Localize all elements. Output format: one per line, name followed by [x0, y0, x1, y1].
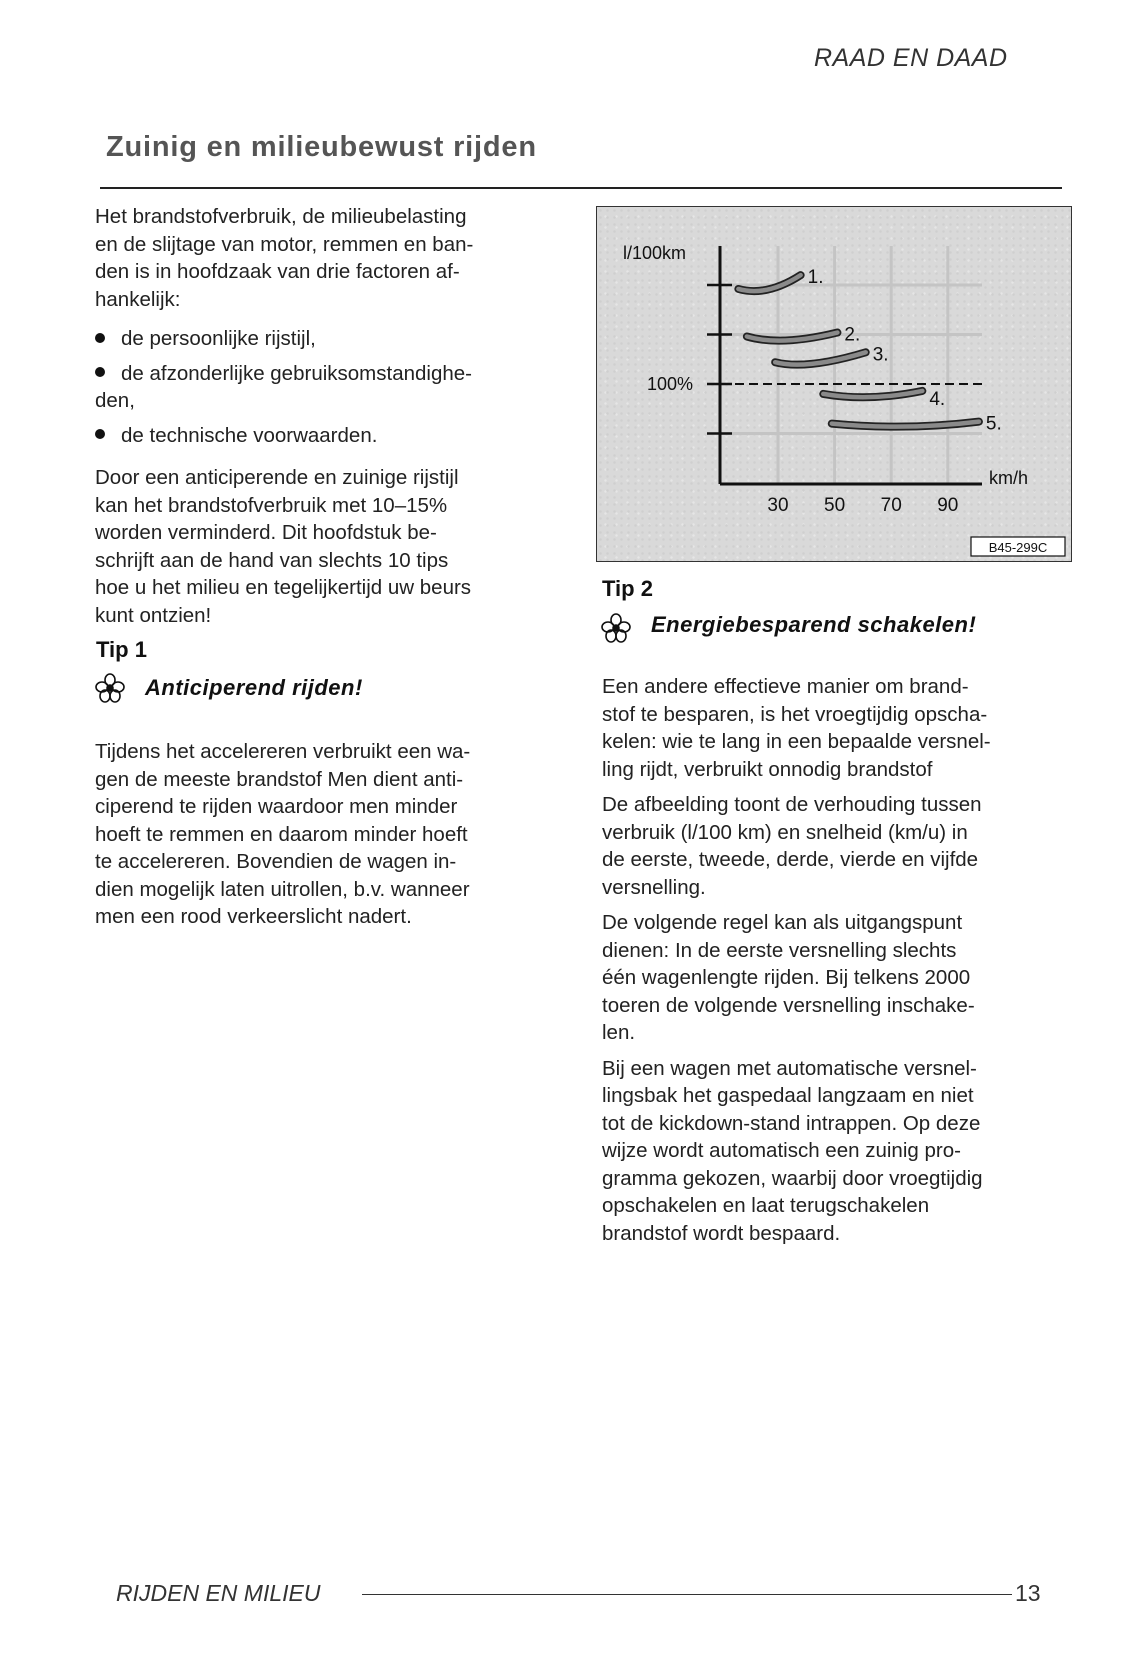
x-tick-label: 90	[937, 495, 959, 516]
gear-label: 2.	[844, 324, 861, 346]
text-line: de technische voorwaarden.	[121, 423, 378, 447]
text-line: één wagenlengte rijden. Bij telkens 2000	[602, 966, 971, 989]
text-line: men een rood verkeerslicht nadert.	[95, 905, 412, 928]
paragraph	[602, 791, 991, 901]
footer-rule	[362, 1594, 1012, 1595]
paragraph	[602, 909, 991, 1047]
text-line: worden verminderd. Dit hoofdstuk be-	[95, 521, 437, 544]
tip-1-text	[95, 738, 470, 931]
x-tick-label: 50	[824, 495, 846, 516]
gear-label: 5.	[985, 413, 1002, 435]
text-line: dienen: In de eerste versnelling slechts	[602, 938, 957, 962]
text-line: kunt ontzien!	[95, 603, 212, 627]
text-line: kan het brandstofverbruik met 10–15%	[95, 493, 448, 517]
text-line: hoeft te remmen en daarom minder hoeft	[95, 822, 468, 846]
x-tick-label: 70	[880, 495, 902, 516]
text-line: de afzonderlijke gebruiksomstandighe-	[121, 361, 472, 385]
y-axis-label: l/100km	[623, 243, 687, 263]
text-line: versnelling.	[602, 875, 706, 899]
text-line: de persoonlijke rijstijl,	[121, 327, 316, 350]
reference-label: 100%	[647, 374, 694, 394]
list-item	[95, 360, 472, 415]
text-line: len.	[602, 1021, 636, 1044]
text-line: brandstof wordt bespaard.	[602, 1221, 841, 1245]
text-line: Bij een wagen met automatische versnel-	[602, 1056, 977, 1080]
text-line: stof te besparen, is het vroegtijdig opscha-	[602, 702, 988, 726]
flower-icon	[601, 612, 631, 649]
text-line: te accelereren. Bovendien de wagen in-	[95, 850, 457, 873]
text-line: schrijft aan de hand van slechts 10 tips	[95, 548, 449, 572]
bullet-icon	[95, 429, 105, 439]
flower-icon	[95, 672, 125, 709]
text-line: de eerste, tweede, derde, vierde en vijfde	[602, 848, 979, 871]
tip-1-label: Tip 1	[96, 637, 147, 662]
text-line: De afbeelding toont de verhouding tussen	[602, 793, 982, 816]
factor-list	[95, 325, 472, 449]
text-line: verbruik (l/100 km) en snelheid (km/u) in	[602, 820, 968, 844]
figure-code: B45-299C	[988, 540, 1048, 555]
tip-2-text	[602, 673, 991, 1247]
savings-paragraph	[95, 464, 471, 629]
gear-label: 1.	[807, 267, 824, 289]
text-line: opschakelen en laat terugschakelen	[602, 1194, 930, 1217]
title-divider	[100, 187, 1062, 189]
footer-section: RIJDEN EN MILIEU	[116, 1580, 321, 1606]
page-title: Zuinig en milieubewust rijden	[106, 131, 537, 163]
text-line: hankelijk:	[95, 287, 181, 311]
tip-1-heading: Anticiperend rijden!	[145, 675, 363, 700]
text-line: gramma gekozen, waarbij door vroegtijdig	[602, 1166, 983, 1190]
chart-svg	[597, 207, 1071, 561]
running-header: RAAD EN DAAD	[814, 44, 1008, 72]
text-line: Het brandstofverbruik, de milieubelasting	[95, 205, 467, 228]
text-line: toeren de volgende versnelling inschake-	[602, 993, 975, 1017]
text-line: tot de kickdown-stand intrappen. Op deze	[602, 1111, 981, 1135]
text-line: en de slijtage van motor, remmen en ban-	[95, 232, 474, 256]
intro-paragraph	[95, 203, 473, 313]
text-line: De volgende regel kan als uitgangspunt	[602, 911, 963, 934]
text-line: wijze wordt automatisch een zuinig pro-	[602, 1139, 961, 1162]
gear-label: 4.	[929, 388, 946, 410]
bullet-icon	[95, 333, 105, 343]
text-line: ciperend te rijden waardoor men minder	[95, 795, 458, 818]
text-line: ling rijdt, verbruikt onnodig brandstof	[602, 757, 933, 781]
text-line: hoe u het milieu en tegelijkertijd uw beurs	[95, 576, 472, 599]
list-item	[95, 325, 472, 353]
page-number: 13	[1015, 1580, 1041, 1606]
text-line: Een andere effectieve manier om brand-	[602, 675, 969, 698]
tip-2-heading: Energiebesparend schakelen!	[651, 612, 977, 637]
tip-2-label: Tip 2	[602, 576, 653, 601]
gear-consumption-chart	[596, 206, 1072, 562]
text-line: den is in hoofdzaak van drie factoren af-	[95, 260, 460, 283]
x-axis-label: km/h	[989, 468, 1029, 488]
text-line: dien mogelijk laten uitrollen, b.v. wanneer	[95, 877, 470, 901]
text-line: Tijdens het accelereren verbruikt een wa-	[95, 740, 471, 763]
paragraph	[602, 1055, 991, 1248]
text-line: den,	[95, 389, 135, 412]
text-line: lingsbak het gaspedaal langzaam en niet	[602, 1084, 974, 1107]
x-tick-label: 30	[767, 495, 789, 516]
paragraph	[602, 673, 991, 783]
bullet-icon	[95, 367, 105, 377]
text-line: kelen: wie te lang in een bepaalde versnel-	[602, 730, 991, 753]
text-line: Door een anticiperende en zuinige rijstijl	[95, 466, 459, 489]
list-item	[95, 422, 472, 450]
text-line: gen de meeste brandstof Men dient anti-	[95, 767, 464, 791]
gear-label: 3.	[872, 344, 889, 366]
